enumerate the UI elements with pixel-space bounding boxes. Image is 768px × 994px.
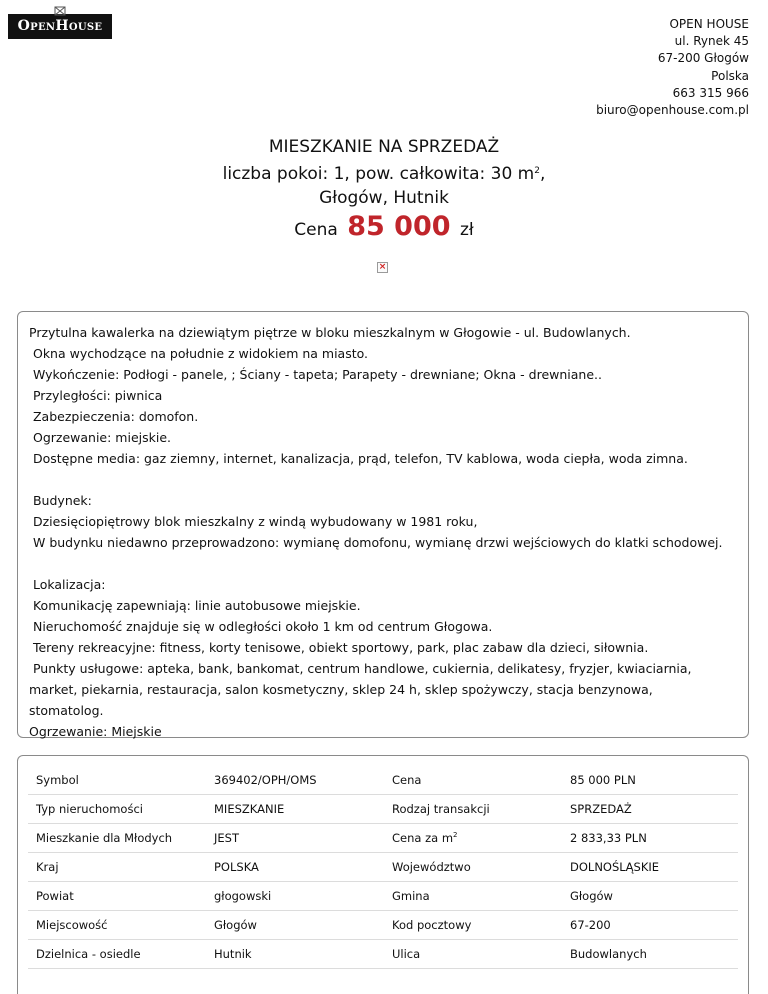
- agency-name: OPEN HOUSE: [669, 17, 749, 31]
- detail-value: Głogów: [206, 911, 384, 940]
- detail-value: 67-200: [562, 911, 738, 940]
- detail-value: 85 000 PLN: [562, 766, 738, 795]
- description-box: [17, 311, 749, 738]
- detail-value: 369402/OPH/OMS: [206, 766, 384, 795]
- details-box: [17, 755, 749, 994]
- detail-key: Województwo: [384, 853, 562, 882]
- description-line: Lokalizacja:: [29, 577, 106, 592]
- logo-text: OpenHouse: [17, 18, 103, 34]
- detail-key: Ulica: [384, 940, 562, 969]
- description-line: Budynek:: [29, 493, 92, 508]
- detail-key: Miejscowość: [28, 911, 206, 940]
- agency-city: 67-200 Głogów: [657, 51, 749, 66]
- detail-key: Dzielnica - osiedle: [28, 940, 206, 969]
- detail-value: SPRZEDAŻ: [562, 795, 738, 824]
- table-row: [28, 795, 738, 824]
- description-spacer: [29, 553, 737, 574]
- table-row: [28, 911, 738, 940]
- detail-value: Budowlanych: [562, 940, 738, 969]
- table-row: [28, 882, 738, 911]
- detail-key: Cena: [384, 766, 562, 795]
- details-table: [28, 766, 738, 969]
- price-currency: zł: [459, 220, 474, 240]
- detail-key: Mieszkanie dla Młodych: [28, 824, 206, 853]
- detail-value: 2 833,33 PLN: [562, 824, 738, 853]
- listing-summary: liczba pokoi: 1, pow. całkowita: 30 $m^2$,: [222, 164, 546, 184]
- detail-value: Głogów: [562, 882, 738, 911]
- broken-image-icon[interactable]: ×: [378, 262, 387, 272]
- agency-logo: [8, 14, 112, 39]
- description-line: Komunikację zapewniają: linie autobusowe miejskie.: [29, 598, 361, 613]
- listing-heading: [0, 135, 768, 210]
- description-line: Nieruchomość znajduje się w odległości około 1 km od centrum Głogowa.: [29, 619, 493, 634]
- agency-contact: [596, 16, 749, 119]
- table-row: [28, 853, 738, 882]
- description-line: Ogrzewanie: miejskie.: [29, 430, 172, 445]
- listing-title: MIESZKANIE NA SPRZEDAŻ: [268, 137, 500, 157]
- detail-value: POLSKA: [206, 853, 384, 882]
- description-line: Przyległości: piwnica: [29, 388, 163, 403]
- detail-key: Gmina: [384, 882, 562, 911]
- description-line: Przytulna kawalerka na dziewiątym piętrze w bloku mieszkalnym w Głogowie - ul. Budowlanych.: [29, 325, 631, 340]
- table-row: [28, 766, 738, 795]
- agency-email[interactable]: biuro@openhouse.com.pl: [596, 103, 749, 118]
- description-line: Ogrzewanie: Miejskie: [29, 724, 162, 739]
- detail-key: Kraj: [28, 853, 206, 882]
- description-line: Okna wychodzące na południe z widokiem na miasto.: [29, 346, 369, 361]
- description-line: Tereny rekreacyjne: fitness, korty tenisowe, obiekt sportowy, park, plac zabaw dla dzieci, siłownia.: [29, 640, 649, 655]
- description-line: Zabezpieczenia: domofon.: [29, 409, 199, 424]
- detail-key: Cena za $m^2$: [384, 824, 562, 853]
- description-line: market, piekarnia, restauracja, salon kosmetyczny, sklep 24 h, sklep spożywczy, stacja benzynowa,: [29, 682, 653, 697]
- description-line: Wykończenie: Podłogi - panele, ; Ściany - tapeta; Parapety - drewniane; Okna - drewniane..: [29, 367, 602, 382]
- detail-value: JEST: [206, 824, 384, 853]
- listing-location: Głogów, Hutnik: [319, 188, 449, 208]
- agency-phone: 663 315 966: [672, 85, 749, 100]
- detail-value: DOLNOŚLĄSKIE: [562, 853, 738, 882]
- logo-emblem-icon: [54, 6, 66, 16]
- detail-key: Typ nieruchomości: [28, 795, 206, 824]
- description-spacer: [29, 469, 737, 490]
- detail-value: Hutnik: [206, 940, 384, 969]
- price-label: Cena: [294, 220, 338, 240]
- description-line: Dziesięciopiętrowy blok mieszkalny z windą wybudowany w 1981 roku,: [29, 514, 478, 529]
- table-row: [28, 824, 738, 853]
- description-line: stomatolog.: [29, 703, 104, 718]
- agency-street: ul. Rynek 45: [674, 34, 749, 49]
- table-row: [28, 940, 738, 969]
- detail-key: Symbol: [28, 766, 206, 795]
- detail-key: Kod pocztowy: [384, 911, 562, 940]
- description-line: Dostępne media: gaz ziemny, internet, kanalizacja, prąd, telefon, TV kablowa, woda ciepła, woda zimna.: [29, 451, 688, 466]
- description-line: Punkty usługowe: apteka, bank, bankomat, centrum handlowe, cukiernia, delikatesy, fryzjer, kwiaciarnia,: [29, 661, 692, 676]
- description-line: W budynku niedawno przeprowadzono: wymianę domofonu, wymianę drzwi wejściowych do klatki schodowej.: [29, 535, 723, 550]
- detail-key: Powiat: [28, 882, 206, 911]
- price-line: [0, 211, 768, 242]
- agency-country: Polska: [711, 68, 749, 83]
- detail-value: MIESZKANIE: [206, 795, 384, 824]
- detail-value: głogowski: [206, 882, 384, 911]
- price-value: 85 000: [347, 211, 451, 242]
- detail-key: Rodzaj transakcji: [384, 795, 562, 824]
